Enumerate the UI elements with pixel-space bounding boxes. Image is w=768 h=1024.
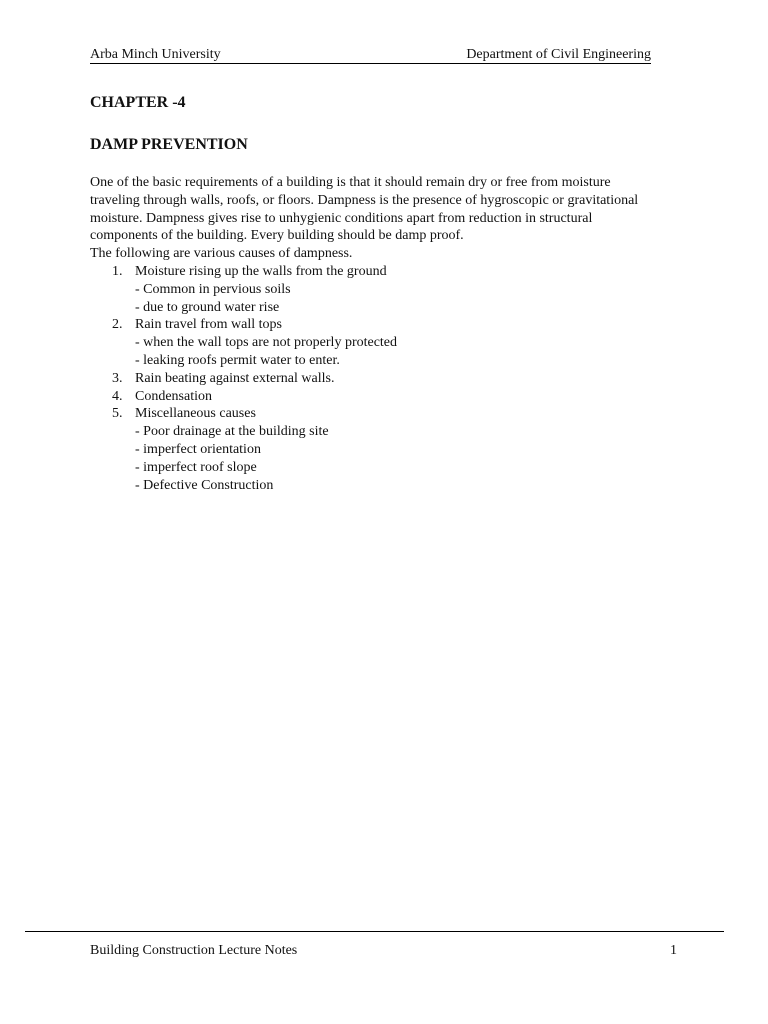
- list-item-text: Moisture rising up the walls from the ground: [135, 263, 387, 279]
- intro-paragraph: One of the basic requirements of a building is that it should remain dry or free from moisture traveling through walls, roofs, or floors. Dampness is the presence of hygroscopic or gravitational moisture. Dampness gives rise to unhygienic conditions apart from reduction in structural components of the building. Every building should be damp proof.: [90, 175, 639, 244]
- chapter-heading: CHAPTER -4: [90, 94, 186, 111]
- page-number: 1: [670, 943, 677, 958]
- list-number: 2.: [112, 317, 123, 333]
- list-item-text: Rain travel from wall tops: [135, 317, 282, 333]
- causes-list: [90, 263, 660, 494]
- sub-list-item: - Defective Construction: [135, 477, 274, 493]
- sub-list-item: - due to ground water rise: [135, 299, 280, 315]
- header-university: Arba Minch University: [90, 47, 221, 62]
- sub-list: [135, 423, 660, 494]
- sub-list-item: - imperfect roof slope: [135, 459, 257, 475]
- page-header: [90, 47, 651, 64]
- list-number: 1.: [112, 263, 123, 279]
- sub-list-item: - when the wall tops are not properly protected: [135, 335, 398, 351]
- list-item: [90, 388, 660, 406]
- sub-list-item: - Common in pervious soils: [135, 281, 291, 297]
- list-item: [90, 370, 660, 388]
- list-number: 4.: [112, 388, 123, 404]
- causes-intro: The following are various causes of dampness.: [90, 246, 353, 262]
- list-item-text: Miscellaneous causes: [135, 406, 256, 422]
- footer-title: Building Construction Lecture Notes: [90, 943, 298, 958]
- sub-list-item: - imperfect orientation: [135, 441, 261, 457]
- section-title: DAMP PREVENTION: [90, 136, 248, 153]
- document-body: [90, 174, 660, 494]
- header-department: Department of Civil Engineering: [466, 47, 651, 62]
- list-number: 5.: [112, 406, 123, 422]
- sub-list: [135, 281, 660, 317]
- list-item-text: Condensation: [135, 388, 212, 404]
- sub-list-item: - Poor drainage at the building site: [135, 424, 329, 440]
- footer-divider: [25, 931, 724, 932]
- list-item: [90, 316, 660, 369]
- sub-list: [135, 334, 660, 370]
- list-item: [90, 405, 660, 494]
- list-item: [90, 263, 660, 316]
- list-item-text: Rain beating against external walls.: [135, 370, 335, 386]
- sub-list-item: - leaking roofs permit water to enter.: [135, 352, 340, 368]
- list-number: 3.: [112, 370, 123, 386]
